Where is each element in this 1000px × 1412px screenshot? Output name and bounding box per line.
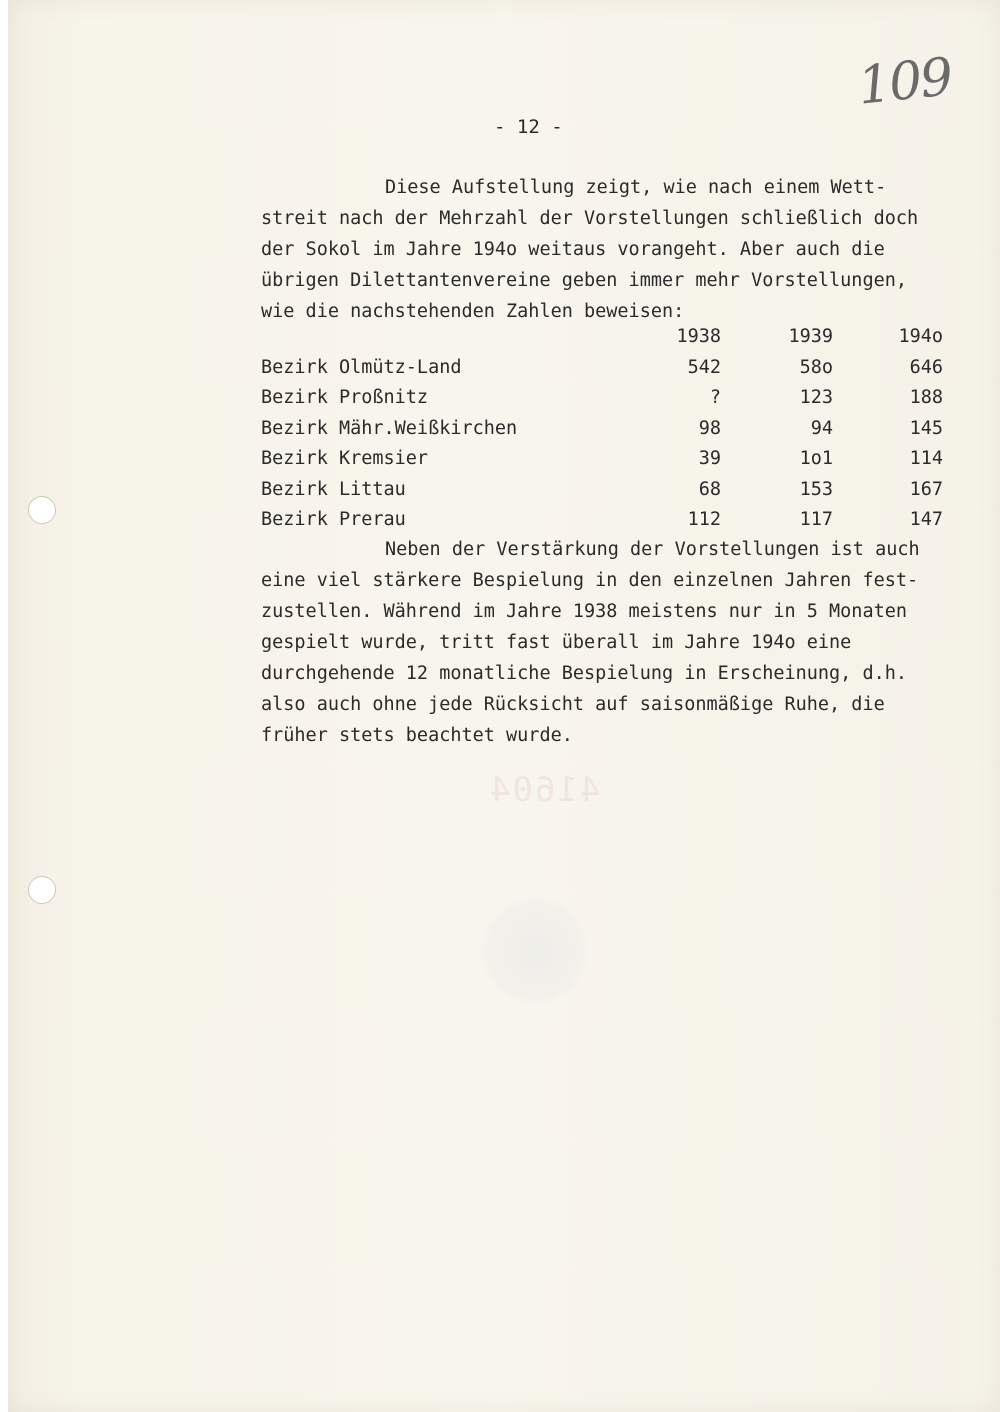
faded-stamp-mark: 41604 xyxy=(488,770,601,810)
page-number: - 12 - xyxy=(494,116,563,138)
statistics-table xyxy=(261,322,961,536)
value-cell: 646 xyxy=(909,356,943,378)
text-line: der Sokol im Jahre 194o weitaus vorangeht. Aber auch die xyxy=(261,239,885,260)
text-line: Neben der Verstärkung der Vorstellungen ist auch xyxy=(385,539,920,560)
value-cell: 167 xyxy=(909,478,943,500)
value-cell: 112 xyxy=(687,509,721,530)
text-line: gespielt wurde, tritt fast überall im Jahre 194o eine xyxy=(261,632,852,653)
value-cell: 114 xyxy=(909,448,943,469)
table-row xyxy=(261,414,961,445)
district-name: Bezirk Olmütz-Land xyxy=(261,356,462,378)
value-cell: 1o1 xyxy=(799,448,833,469)
text-line: früher stets beachtet wurde. xyxy=(261,725,573,746)
value-cell: 68 xyxy=(698,478,721,500)
text-line: Diese Aufstellung zeigt, wie nach einem Wett- xyxy=(385,177,887,198)
year-header: 194o xyxy=(898,326,943,347)
text-line: eine viel stärkere Bespielung in den einzelnen Jahren fest- xyxy=(261,570,919,591)
year-header: 1939 xyxy=(788,326,833,347)
value-cell: 188 xyxy=(909,387,943,408)
district-name: Bezirk Littau xyxy=(261,478,406,500)
text-line: übrigen Dilettantenvereine geben immer mehr Vorstellungen, xyxy=(261,270,908,291)
value-cell: ? xyxy=(709,387,721,408)
document-page xyxy=(8,0,1000,1412)
text-line: durchgehende 12 monatliche Bespielung in Erscheinung, d.h. xyxy=(261,663,908,684)
table-row xyxy=(261,444,961,475)
table-row xyxy=(261,505,961,536)
table-row xyxy=(261,383,961,414)
table-row xyxy=(261,353,961,384)
district-name: Bezirk Kremsier xyxy=(261,448,429,469)
text-line: wie die nachstehenden Zahlen beweisen: xyxy=(261,301,685,322)
value-cell: 58o xyxy=(799,356,833,378)
faded-round-stamp xyxy=(480,896,590,1006)
table-row xyxy=(261,475,961,506)
punch-hole xyxy=(28,876,56,904)
table-header-row xyxy=(261,322,961,353)
text-line: zustellen. Während im Jahre 1938 meistens nur in 5 Monaten xyxy=(261,601,908,622)
value-cell: 94 xyxy=(810,417,833,439)
folio-annotation: 109 xyxy=(855,47,955,117)
year-header: 1938 xyxy=(676,326,721,347)
value-cell: 98 xyxy=(698,417,721,439)
punch-hole xyxy=(28,496,56,524)
value-cell: 123 xyxy=(799,387,833,408)
text-line: also auch ohne jede Rücksicht auf saisonmäßige Ruhe, die xyxy=(261,694,885,715)
district-name: Bezirk Mähr.Weißkirchen xyxy=(261,417,518,439)
value-cell: 145 xyxy=(909,417,943,439)
paragraph-2 xyxy=(261,534,1000,751)
paragraph-1 xyxy=(261,172,1000,327)
value-cell: 542 xyxy=(687,356,721,378)
value-cell: 117 xyxy=(799,509,833,530)
district-name: Bezirk Proßnitz xyxy=(261,387,429,408)
district-name: Bezirk Prerau xyxy=(261,509,406,530)
value-cell: 147 xyxy=(909,509,943,530)
text-line: streit nach der Mehrzahl der Vorstellungen schließlich doch xyxy=(261,208,919,229)
value-cell: 39 xyxy=(698,448,721,469)
value-cell: 153 xyxy=(799,478,833,500)
